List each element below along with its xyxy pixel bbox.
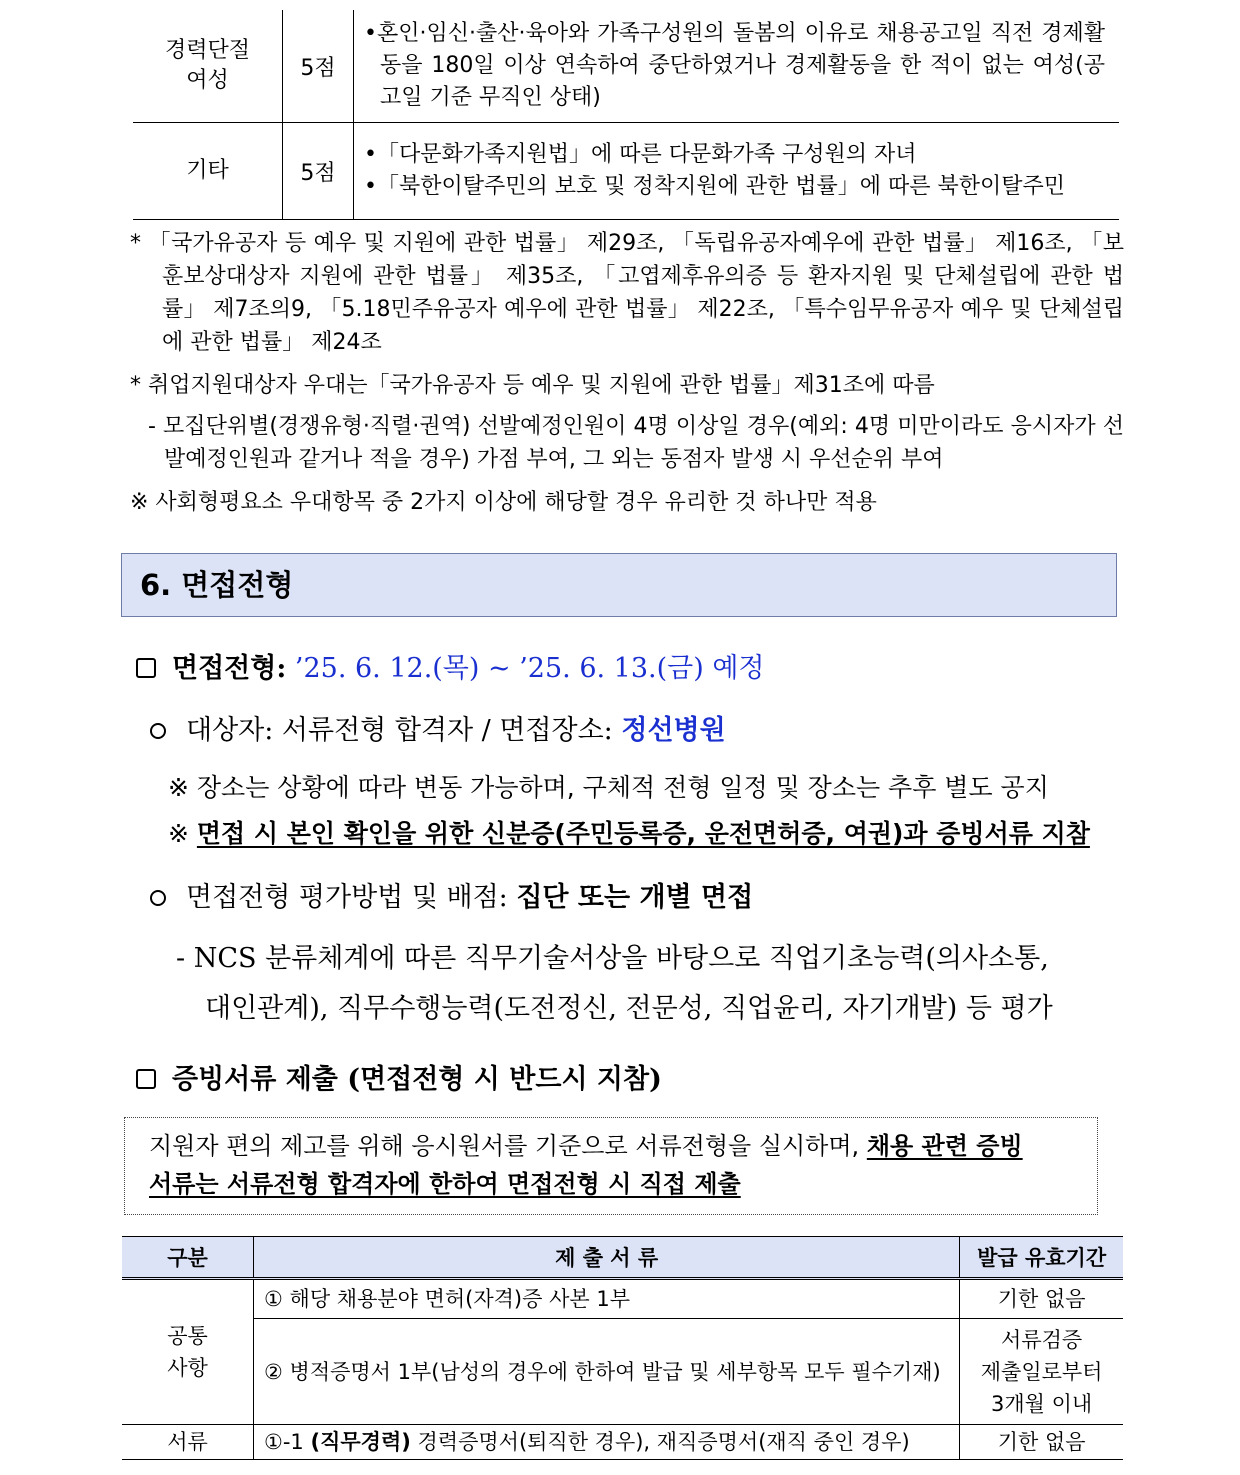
footnote-employment-support: * 취업지원대상자 우대는「국가유공자 등 예우 및 지원에 관한 법률」제31조에 따름 (130, 373, 935, 398)
interview-note-id (168, 814, 1090, 850)
table-row (122, 1279, 1123, 1319)
category-line: 여성 (186, 68, 229, 93)
group-documents: 서류 (122, 1425, 254, 1460)
doc-item: ② 병적증명서 1부(남성의 경우에 한하여 발급 및 세부항목 모두 필수기재) (254, 1319, 960, 1425)
footnote-bonus-rule: - 모집단위별(경쟁유형·직렬·권역) 선발예정인원이 4명 이상일 경우(예외: 4명 미만이라도 응시자가 선발예정인원과 같거나 적을 경우) 가점 부여, 그 외는 동점자 발생 시 우선순위 부여 (148, 414, 1124, 472)
description-cell (354, 123, 1120, 220)
bullet-item: •혼인·임신·출산·육아와 가족구성원의 돌봄의 이유로 채용공고일 직전 경제활동을 180일 이상 연속하여 중단하였거나 경제활동을 한 적이 없는 여성(공고일 기준 무직인 상태) (364, 21, 1105, 110)
interview-method (150, 875, 753, 914)
note-id-text: 면접 시 본인 확인을 위한 신분증(주민등록증, 운전면허증, 여권)과 증빙서류 지참 (196, 819, 1090, 848)
item-prefix: ①-1 (264, 1430, 304, 1454)
header-category: 구분 (122, 1237, 254, 1279)
group-line: 사항 (167, 1356, 208, 1380)
doc-item: ① 해당 채용분야 면허(자격)증 사본 1부 (254, 1279, 960, 1319)
category-line: 경력단절 (164, 38, 250, 63)
validity-line: 서류검증 (1001, 1327, 1083, 1352)
category-line: 기타 (186, 158, 229, 183)
checkbox-square-icon (136, 658, 156, 678)
item-rest: 경력증명서(퇴직한 경우), 재직증명서(재직 중인 경우) (417, 1430, 910, 1454)
method-label: 면접전형 평가방법 및 배점: (186, 882, 508, 913)
footnote-law-references: * 「국가유공자 등 예우 및 지원에 관한 법률」 제29조, 「독립유공자예우에 관한 법률」 제16조, 「보훈보상대상자 지원에 관한 법률」 제35조, 「고엽제후유의증 등 환자지원 및 단체설립에 관한 법률」 제7조의9, 「5.18민주유공자 예우에 관한 법률」 제22조, 「특수임무유공자 예우 및 단체설립에 관한 법률」 제24조 (130, 231, 1124, 355)
evidence-heading (136, 1057, 662, 1096)
doc-validity: 기한 없음 (960, 1279, 1123, 1319)
category-cell (133, 10, 283, 123)
interview-target (150, 708, 726, 747)
item-bold: (직무경력) (310, 1430, 411, 1454)
target-label: 대상자: 서류전형 합격자 / 면접장소: (186, 715, 613, 746)
doc-validity: 기한 없음 (960, 1425, 1123, 1460)
notice-bold-2: 서류는 서류전형 합격자에 한하여 면접전형 시 직접 제출 (149, 1170, 741, 1198)
notice-bold-1: 채용 관련 증빙 (866, 1132, 1023, 1160)
evidence-heading-text: 증빙서류 제출 (면접전형 시 반드시 지참) (172, 1064, 662, 1095)
checkbox-square-icon (136, 1069, 156, 1089)
method-value: 집단 또는 개별 면접 (516, 882, 754, 913)
validity-line: 제출일로부터 (980, 1359, 1103, 1384)
doc-item (254, 1425, 960, 1460)
table-row (122, 1319, 1123, 1425)
bullet-item: •「북한이탈주민의 보호 및 정착지원에 관한 법률」에 따른 북한이탈주민 (364, 174, 1065, 199)
note-mark: ※ (168, 819, 189, 848)
interview-note-venue: ※ 장소는 상황에 따라 변동 가능하며, 구체적 전형 일정 및 장소는 추후 별도 공지 (168, 773, 1049, 802)
interview-schedule (136, 646, 765, 685)
ncs-line-2: 대인관계), 직무수행능력(도전정신, 전문성, 직업윤리, 자기개발) 등 평가 (205, 993, 1053, 1024)
validity-line: 3개월 이내 (991, 1391, 1093, 1416)
evidence-notice-box (124, 1117, 1098, 1215)
description-cell (354, 10, 1120, 123)
interview-label: 면접전형: (172, 653, 287, 684)
circle-bullet-icon (150, 723, 166, 739)
footnotes (130, 227, 1124, 519)
interview-dates: ’25. 6. 12.(목) ~ ’25. 6. 13.(금) 예정 (294, 653, 765, 684)
table-row (133, 123, 1119, 220)
header-documents: 제 출 서 류 (254, 1237, 960, 1279)
documents-table (122, 1236, 1123, 1460)
header-validity: 발급 유효기간 (960, 1237, 1123, 1279)
score-cell: 5점 (283, 123, 354, 220)
circle-bullet-icon (150, 890, 166, 906)
preference-table (133, 10, 1119, 220)
bullet-text: 「북한이탈주민의 보호 및 정착지원에 관한 법률」에 따른 북한이탈주민 (376, 174, 1065, 199)
table-header-row (122, 1237, 1123, 1279)
bullet-item: •「다문화가족지원법」에 따른 다문화가족 구성원의 자녀 (364, 142, 917, 167)
score-cell: 5점 (283, 10, 354, 123)
bullet-text: 「다문화가족지원법」에 따른 다문화가족 구성원의 자녀 (376, 142, 917, 167)
section-title: 6. 면접전형 (121, 553, 1117, 617)
table-row (133, 10, 1119, 123)
group-line: 공통 (167, 1324, 208, 1348)
notice-text: 지원자 편의 제고를 위해 응시원서를 기준으로 서류전형을 실시하며, (149, 1132, 860, 1160)
table-row (122, 1425, 1123, 1460)
bullet-text: 혼인·임신·출산·육아와 가족구성원의 돌봄의 이유로 채용공고일 직전 경제활동을 180일 이상 연속하여 중단하였거나 경제활동을 한 적이 없는 여성(공고일 기준 무직인 상태) (376, 21, 1105, 110)
category-cell (133, 123, 283, 220)
ncs-line-1: - NCS 분류체계에 따른 직무기술서상을 바탕으로 직업기초능력(의사소통, (176, 943, 1049, 974)
doc-validity (960, 1319, 1123, 1425)
footnote-single-preference: ※ 사회형평요소 우대항목 중 2가지 이상에 해당할 경우 유리한 것 하나만 적용 (130, 490, 877, 515)
group-common (122, 1279, 254, 1425)
interview-place: 정선병원 (621, 715, 726, 746)
